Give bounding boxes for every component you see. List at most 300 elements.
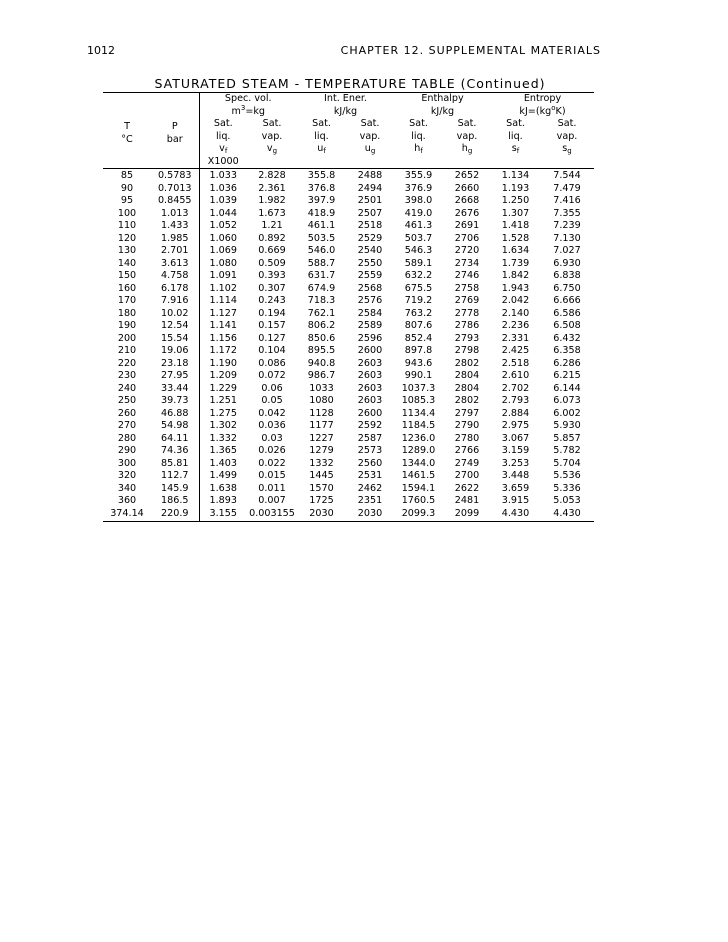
- cell-hg: 2652: [443, 169, 491, 183]
- cell-vg: 0.243: [258, 295, 286, 306]
- cell-vg: 0.892: [258, 232, 286, 244]
- vf-multiplier: X1000: [207, 155, 239, 167]
- table-row: [103, 208, 594, 221]
- cell-hf: 1344.0: [401, 457, 436, 469]
- cell-uf: 850.6: [307, 332, 336, 344]
- cell-vf: 1.044: [209, 207, 237, 219]
- table-row: [103, 508, 594, 522]
- hf-symbol: $h_f$: [414, 143, 423, 155]
- cell-ug: 2584: [357, 307, 383, 319]
- sf-sat: Sat.: [506, 118, 525, 129]
- cell-sf: 1.418: [501, 220, 530, 231]
- cell-pressure: 74.36: [151, 445, 199, 458]
- cell-hf: 943.6: [404, 357, 433, 369]
- table-row: [103, 458, 594, 471]
- cell-vg: 0.011: [258, 482, 286, 494]
- cell-uf: 355.8: [297, 169, 346, 183]
- cell-temperature: 140: [117, 257, 137, 269]
- cell-sf: 2.331: [501, 332, 530, 344]
- cell-sg: 7.544: [540, 169, 594, 183]
- cell-sf: 2.425: [501, 345, 530, 356]
- cell-uf: 762.1: [307, 307, 336, 319]
- table-row: [103, 320, 594, 333]
- cell-hg: 2780: [454, 432, 480, 444]
- cell-hf: 461.3: [404, 220, 433, 231]
- cell-sf: 1.943: [501, 282, 530, 294]
- table-row: [103, 408, 594, 421]
- cell-pressure: 7.916: [151, 295, 199, 308]
- cell-temperature: 130: [117, 245, 137, 256]
- enthalpy-heading: Enthalpy: [421, 93, 464, 104]
- pressure-column-header: P bar: [151, 118, 199, 169]
- cell-hf: 807.6: [404, 320, 433, 331]
- cell-pressure: 10.02: [151, 308, 199, 321]
- cell-vg: 0.042: [258, 407, 286, 419]
- cell-hg: 2766: [454, 445, 480, 456]
- cell-pressure: 33.44: [151, 383, 199, 396]
- cell-sg: 6.838: [553, 270, 581, 281]
- cell-uf: 1227: [309, 432, 334, 444]
- table-row: [103, 245, 594, 258]
- cell-temperature: 270: [117, 420, 137, 431]
- cell-uf: 588.7: [307, 257, 336, 269]
- cell-vg: 0.669: [258, 245, 286, 256]
- cell-vf: 1.332: [209, 432, 237, 444]
- cell-sg: 5.782: [553, 445, 581, 456]
- cell-hf: 632.2: [404, 270, 433, 281]
- cell-hg: 2797: [454, 407, 480, 419]
- cell-ug: 2587: [357, 432, 383, 444]
- vg-sat: Sat.: [262, 118, 282, 129]
- cell-pressure: 1.985: [151, 233, 199, 246]
- table-row: [103, 370, 594, 383]
- table-row: [103, 183, 594, 196]
- cell-hf: 1760.5: [401, 495, 436, 506]
- cell-sg: 6.215: [553, 370, 581, 381]
- cell-sf: 1.193: [501, 182, 530, 194]
- cell-pressure: 54.98: [151, 420, 199, 433]
- cell-hf: 675.5: [404, 282, 433, 294]
- cell-hf: 1134.4: [401, 407, 436, 419]
- cell-sg: 6.508: [553, 320, 581, 331]
- cell-uf: 546.0: [307, 245, 336, 256]
- cell-sf: 1.634: [501, 245, 530, 256]
- cell-ug: 2529: [357, 232, 383, 244]
- int-ener-heading: Int. Ener.: [324, 93, 367, 104]
- cell-sg: 7.416: [553, 195, 581, 206]
- cell-temperature: 200: [117, 332, 137, 344]
- cell-temperature: 190: [117, 320, 137, 331]
- cell-sf: 2.140: [501, 307, 530, 319]
- sf-liq: liq.: [508, 130, 523, 142]
- cell-ug: 2501: [357, 195, 383, 206]
- table-title: [0, 76, 700, 91]
- cell-ug: 2540: [357, 245, 383, 256]
- entropy-heading: Entropy: [523, 93, 562, 104]
- cell-vf: 1.060: [209, 232, 237, 244]
- table-row: [103, 420, 594, 433]
- cell-ug: 2462: [357, 482, 383, 494]
- sf-symbol: $s_f$: [511, 143, 520, 155]
- cell-temperature: 160: [117, 282, 137, 294]
- cell-sg: 7.355: [553, 207, 581, 219]
- cell-sg: 7.130: [553, 232, 581, 244]
- cell-hg: 2749: [454, 457, 480, 469]
- cell-sf: 2.236: [501, 320, 530, 331]
- vf-sat: Sat.: [213, 118, 233, 129]
- cell-ug: 2550: [357, 257, 383, 269]
- cell-temperature: 260: [117, 407, 137, 419]
- cell-vf: 1.251: [209, 395, 237, 406]
- cell-sg: 6.002: [553, 407, 581, 419]
- cell-vf: 1.036: [209, 182, 237, 194]
- cell-uf: 806.2: [307, 320, 336, 331]
- cell-sf: 3.159: [501, 445, 530, 456]
- cell-sg: 5.930: [553, 420, 581, 431]
- cell-ug: 2488: [346, 169, 394, 183]
- table-row: [103, 483, 594, 496]
- cell-hf: 763.2: [404, 307, 433, 319]
- cell-hf: 1289.0: [401, 445, 436, 456]
- table-row: [103, 283, 594, 296]
- cell-temperature: 95: [120, 195, 134, 206]
- cell-sg: 5.536: [553, 470, 581, 481]
- cell-temperature: 340: [117, 482, 137, 494]
- cell-ug: 2596: [357, 332, 383, 344]
- cell-vg: 0.509: [258, 257, 286, 269]
- table-row: [103, 169, 594, 183]
- cell-uf: 1725: [309, 495, 334, 506]
- enthalpy-units: kJ/kg: [430, 105, 455, 117]
- cell-uf: 418.9: [307, 207, 336, 219]
- cell-sf: 3.067: [501, 432, 530, 444]
- cell-vf: 1.190: [209, 357, 237, 369]
- cell-vf: 1.052: [209, 220, 237, 231]
- ug-vap: vap.: [359, 130, 381, 142]
- cell-temperature: 220: [117, 357, 137, 369]
- cell-vg: 0.157: [258, 320, 286, 331]
- cell-sf: 2.975: [501, 420, 530, 431]
- cell-ug: 2576: [357, 295, 383, 306]
- cell-pressure: 19.06: [151, 345, 199, 358]
- cell-pressure: 145.9: [151, 483, 199, 496]
- cell-sg: 7.239: [553, 220, 581, 231]
- cell-hg: 2758: [454, 282, 480, 294]
- sg-sat: Sat.: [557, 118, 577, 129]
- cell-vg: 1.673: [258, 207, 286, 219]
- cell-ug: 2603: [357, 395, 383, 406]
- cell-temperature: 85: [103, 169, 151, 183]
- cell-vg: 0.307: [258, 282, 286, 294]
- table-row: [103, 470, 594, 483]
- int-ener-units: kJ/kg: [333, 105, 358, 117]
- cell-ug: 2603: [357, 370, 383, 381]
- cell-sg: 6.586: [553, 307, 581, 319]
- table-row: [103, 333, 594, 346]
- cell-sf: 1.739: [501, 257, 530, 269]
- cell-ug: 2603: [357, 357, 383, 369]
- table-row: [103, 220, 594, 233]
- hg-sat: Sat.: [457, 118, 477, 129]
- cell-vf: 1.403: [209, 457, 237, 469]
- cell-hf: 1594.1: [401, 482, 436, 494]
- cell-vg: 0.007: [258, 495, 286, 506]
- cell-vf: 1.091: [209, 270, 237, 281]
- cell-ug: 2531: [357, 470, 383, 481]
- cell-ug: 2568: [357, 282, 383, 294]
- cell-hf: 419.0: [404, 207, 433, 219]
- sg-symbol: $s_g$: [562, 143, 572, 155]
- cell-ug: 2600: [357, 407, 383, 419]
- cell-uf: 461.1: [307, 220, 336, 231]
- temperature-column-header: T °C: [121, 121, 133, 145]
- cell-sg: 6.073: [553, 395, 581, 406]
- cell-hg: 2706: [454, 232, 480, 244]
- cell-sg: 4.430: [540, 508, 594, 522]
- cell-pressure: 186.5: [151, 495, 199, 508]
- spec-vol-heading: Spec. vol.: [224, 93, 272, 104]
- cell-sf: 3.915: [501, 495, 530, 506]
- cell-vf: 1.499: [209, 470, 237, 481]
- cell-temperature: 230: [117, 370, 137, 381]
- ug-symbol: $u_g$: [364, 143, 376, 155]
- cell-pressure: 39.73: [151, 395, 199, 408]
- cell-temperature: 90: [120, 182, 134, 194]
- cell-vg: 0.104: [258, 345, 286, 356]
- cell-sg: 5.336: [553, 482, 581, 494]
- cell-uf: 1332: [309, 457, 334, 469]
- table-row: [103, 383, 594, 396]
- cell-uf: 1128: [309, 407, 334, 419]
- cell-hg: 2790: [454, 420, 480, 431]
- cell-hg: 2802: [454, 395, 480, 406]
- cell-hg: 2676: [454, 207, 480, 219]
- spec-vol-units: $m^3=kg$: [231, 103, 265, 117]
- sg-vap: vap.: [556, 130, 578, 142]
- table-row: [103, 358, 594, 371]
- cell-hf: 1037.3: [401, 382, 436, 394]
- cell-sf: 2.518: [501, 357, 530, 369]
- cell-vf: 3.155: [199, 508, 247, 522]
- cell-uf: 1033: [309, 382, 334, 394]
- cell-ug: 2518: [357, 220, 383, 231]
- cell-pressure: 1.433: [151, 220, 199, 233]
- cell-sg: 6.286: [553, 357, 581, 369]
- cell-hg: 2769: [454, 295, 480, 306]
- cell-hf: 398.0: [404, 195, 433, 206]
- cell-pressure: 23.18: [151, 358, 199, 371]
- cell-vg: 0.003155: [247, 508, 297, 522]
- cell-sg: 6.930: [553, 257, 581, 269]
- cell-hg: 2804: [454, 382, 480, 394]
- cell-hg: 2804: [454, 370, 480, 381]
- cell-ug: 2600: [357, 345, 383, 356]
- cell-uf: 1445: [309, 470, 334, 481]
- cell-pressure: 0.7013: [151, 183, 199, 196]
- cell-uf: 631.7: [307, 270, 336, 281]
- cell-ug: 2494: [357, 182, 383, 194]
- cell-temperature: 170: [117, 295, 137, 306]
- table-row: [103, 445, 594, 458]
- cell-temperature: 120: [117, 232, 137, 244]
- cell-temperature: 360: [117, 495, 137, 506]
- cell-sg: 6.358: [553, 345, 581, 356]
- hg-vap: vap.: [456, 130, 478, 142]
- uf-liq: liq.: [314, 130, 329, 142]
- cell-vf: 1.114: [209, 295, 237, 306]
- cell-sf: 3.448: [501, 470, 530, 481]
- cell-vg: 0.086: [258, 357, 286, 369]
- cell-sg: 6.144: [553, 382, 581, 394]
- cell-vg: 0.06: [261, 382, 283, 394]
- cell-hg: 2691: [454, 220, 480, 231]
- cell-hf: 355.9: [394, 169, 443, 183]
- ug-sat: Sat.: [360, 118, 380, 129]
- cell-vf: 1.209: [209, 370, 237, 381]
- cell-hg: 2802: [454, 357, 480, 369]
- cell-vf: 1.302: [209, 420, 237, 431]
- cell-hf: 990.1: [404, 370, 433, 381]
- cell-hf: 1461.5: [401, 470, 436, 481]
- cell-uf: 895.5: [307, 345, 336, 356]
- cell-ug: 2560: [357, 457, 383, 469]
- cell-temperature: 280: [117, 432, 137, 444]
- vf-symbol: $v_f$: [219, 143, 228, 155]
- cell-temperature: 250: [117, 395, 137, 406]
- cell-uf: 718.3: [307, 295, 336, 306]
- cell-vg: 0.03: [261, 432, 283, 444]
- cell-vf: 1.893: [209, 495, 237, 506]
- cell-sg: 5.053: [553, 495, 581, 506]
- cell-uf: 1080: [309, 395, 334, 406]
- cell-hf: 1236.0: [401, 432, 436, 444]
- page-number: 1012: [87, 44, 115, 57]
- cell-sg: 5.857: [553, 432, 581, 444]
- cell-vf: 1.127: [209, 307, 237, 319]
- cell-sf: 1.307: [501, 207, 530, 219]
- cell-ug: 2592: [357, 420, 383, 431]
- cell-vg: 0.072: [258, 370, 286, 381]
- cell-hf: 719.2: [404, 295, 433, 306]
- cell-uf: 376.8: [307, 182, 336, 194]
- table-title-text: SATURATED STEAM - TEMPERATURE TABLE (Continued): [154, 76, 546, 91]
- cell-hg: 2793: [454, 332, 480, 344]
- cell-uf: 2030: [297, 508, 346, 522]
- cell-hg: 2734: [454, 257, 480, 269]
- cell-uf: 940.8: [307, 357, 336, 369]
- cell-vg: 0.393: [258, 270, 286, 281]
- cell-sf: 4.430: [491, 508, 540, 522]
- cell-pressure: 27.95: [151, 370, 199, 383]
- cell-uf: 397.9: [307, 195, 336, 206]
- cell-pressure: 6.178: [151, 283, 199, 296]
- uf-symbol: $u_f$: [317, 143, 326, 155]
- cell-vg: 1.982: [258, 195, 286, 206]
- cell-uf: 503.5: [307, 232, 336, 244]
- hf-liq: liq.: [411, 130, 426, 142]
- cell-vf: 1.080: [209, 257, 237, 269]
- cell-hg: 2700: [454, 470, 480, 481]
- cell-hg: 2798: [454, 345, 480, 356]
- cell-hf: 546.3: [404, 245, 433, 256]
- cell-pressure: 3.613: [151, 258, 199, 271]
- cell-pressure: 2.701: [151, 245, 199, 258]
- cell-vg: 2.828: [247, 169, 297, 183]
- table-row: [103, 308, 594, 321]
- cell-sg: 7.479: [553, 182, 581, 194]
- cell-vf: 1.069: [209, 245, 237, 256]
- cell-hf: 589.1: [404, 257, 433, 269]
- cell-hg: 2746: [454, 270, 480, 281]
- cell-vg: 0.127: [258, 332, 286, 344]
- vg-vap: vap.: [261, 130, 283, 142]
- cell-vg: 0.05: [261, 395, 283, 406]
- table-row: [103, 233, 594, 246]
- steam-table: [103, 92, 594, 522]
- cell-vg: 1.21: [261, 220, 283, 231]
- cell-sf: 1.528: [501, 232, 530, 244]
- cell-pressure: 1.013: [151, 208, 199, 221]
- cell-sf: 1.134: [491, 169, 540, 183]
- cell-temperature: 240: [117, 382, 137, 394]
- cell-uf: 1177: [309, 420, 334, 431]
- cell-hg: 2622: [454, 482, 480, 494]
- table-row: [103, 433, 594, 446]
- table-header: [103, 93, 594, 169]
- cell-hf: 1184.5: [401, 420, 436, 431]
- cell-sg: 6.666: [553, 295, 581, 306]
- cell-hg: 2720: [454, 245, 480, 256]
- cell-pressure: 46.88: [151, 408, 199, 421]
- cell-sg: 7.027: [553, 245, 581, 256]
- cell-sf: 2.793: [501, 395, 530, 406]
- cell-hf: 852.4: [404, 332, 433, 344]
- entropy-units: $kJ=(kg^oK)$: [519, 103, 566, 117]
- uf-sat: Sat.: [312, 118, 331, 129]
- cell-sg: 6.432: [553, 332, 581, 344]
- cell-pressure: 12.54: [151, 320, 199, 333]
- cell-temperature: 110: [117, 220, 137, 231]
- cell-hg: 2668: [454, 195, 480, 206]
- cell-sf: 2.884: [501, 407, 530, 419]
- cell-hg: 2786: [454, 320, 480, 331]
- cell-temperature: 210: [117, 345, 137, 356]
- cell-ug: 2030: [346, 508, 394, 522]
- cell-vf: 1.275: [209, 407, 237, 419]
- table-row: [103, 195, 594, 208]
- cell-vg: 0.194: [258, 307, 286, 319]
- chapter-heading: CHAPTER 12. SUPPLEMENTAL MATERIALS: [340, 44, 601, 57]
- cell-temperature: 150: [117, 270, 137, 281]
- cell-hf: 503.7: [404, 232, 433, 244]
- cell-hg: 2778: [454, 307, 480, 319]
- cell-sf: 3.659: [501, 482, 530, 494]
- cell-vf: 1.156: [209, 332, 237, 344]
- cell-temperature: 300: [117, 457, 137, 469]
- cell-sf: 3.253: [501, 457, 530, 469]
- cell-pressure: 4.758: [151, 270, 199, 283]
- table-row: [103, 270, 594, 283]
- cell-vf: 1.033: [199, 169, 247, 183]
- cell-pressure: 0.8455: [151, 195, 199, 208]
- table-row: [103, 295, 594, 308]
- cell-temperature: 100: [117, 207, 137, 219]
- cell-vf: 1.229: [209, 382, 237, 394]
- cell-sf: 2.610: [501, 370, 530, 381]
- cell-pressure: 15.54: [151, 333, 199, 346]
- cell-ug: 2559: [357, 270, 383, 281]
- cell-vf: 1.102: [209, 282, 237, 294]
